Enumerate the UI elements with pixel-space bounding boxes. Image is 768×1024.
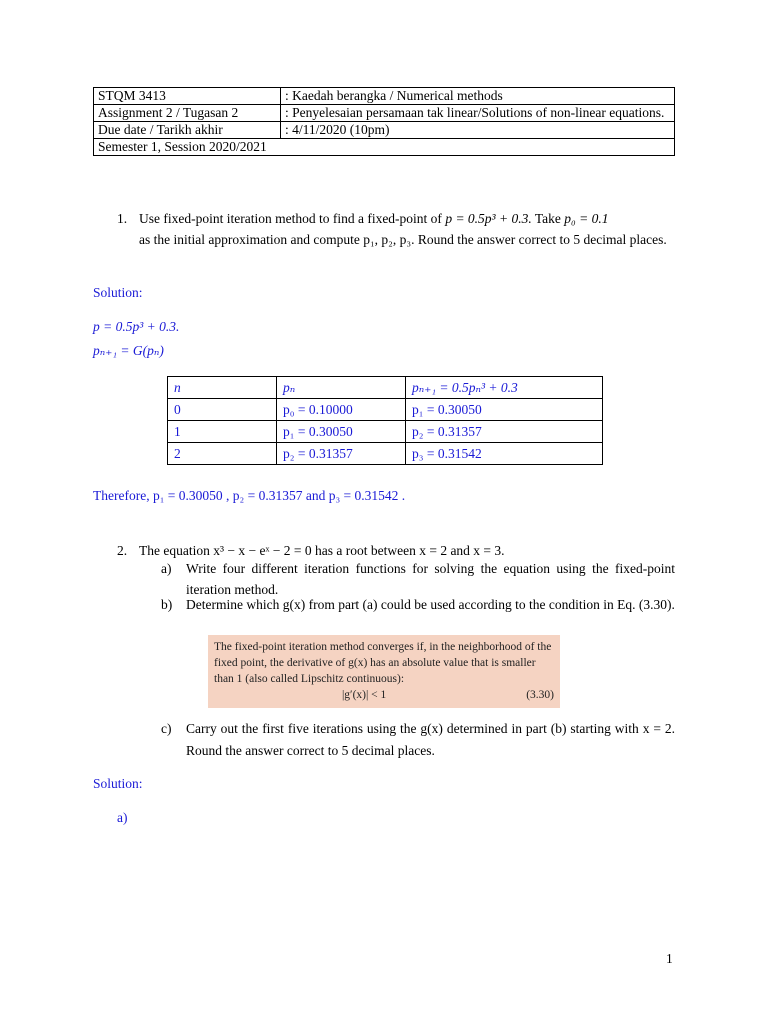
table-header-row bbox=[168, 377, 603, 399]
header-cell: Semester 1, Session 2020/2021 bbox=[94, 139, 675, 156]
box-eq-number: (3.30) bbox=[526, 689, 554, 701]
solution2-a-label: a) bbox=[117, 810, 128, 825]
table-row bbox=[168, 421, 603, 443]
q2-a-label: a) bbox=[161, 561, 172, 576]
q1-line1 bbox=[139, 208, 675, 229]
page-number: 1 bbox=[666, 951, 673, 966]
column-header: pₙ bbox=[277, 377, 406, 399]
box-formula-line bbox=[214, 687, 554, 703]
q2-b-label: b) bbox=[161, 597, 173, 612]
q1-number: 1. bbox=[117, 211, 128, 226]
q2-intro: The equation x³ − x − eˣ − 2 = 0 has a root between x = 2 and x = 3. bbox=[139, 543, 505, 558]
table-cell: p₂ = 0.31357 bbox=[406, 421, 603, 443]
header-cell: STQM 3413 bbox=[94, 88, 281, 105]
box-formula: |g′(x)| < 1 bbox=[342, 689, 387, 701]
q1-equation: p = 0.5p³ + 0.3. bbox=[445, 211, 532, 226]
course-header-table bbox=[93, 87, 675, 156]
column-header: pₙ₊₁ = 0.5pₙ³ + 0.3 bbox=[406, 377, 603, 399]
header-cell: Due date / Tarikh akhir bbox=[94, 122, 281, 139]
table-cell: p₁ = 0.30050 bbox=[277, 421, 406, 443]
header-cell: : Penyelesaian persamaan tak linear/Solutions of non-linear equations. bbox=[281, 105, 675, 122]
table-cell: p₃ = 0.31542 bbox=[406, 443, 603, 465]
header-cell: : 4/11/2020 (10pm) bbox=[281, 122, 675, 139]
solution1-conclusion: Therefore, p₁ = 0.30050 , p₂ = 0.31357 and p₃ = 0.31542 . bbox=[93, 488, 406, 503]
q2-number: 2. bbox=[117, 543, 128, 558]
q1-line2: as the initial approximation and compute p₁, p₂, p₃. Round the answer correct to 5 decimal places. bbox=[139, 232, 667, 247]
header-row bbox=[94, 105, 675, 122]
convergence-condition-box bbox=[208, 635, 560, 708]
q1-text-b: Take bbox=[534, 211, 561, 226]
solution1-label: Solution: bbox=[93, 285, 143, 300]
header-row bbox=[94, 122, 675, 139]
solution2-label: Solution: bbox=[93, 776, 143, 791]
header-cell: : Kaedah berangka / Numerical methods bbox=[281, 88, 675, 105]
q2-a-text: Write four different iteration functions for solving the equation using the fixed-point iteration method. bbox=[186, 561, 675, 597]
solution1-eq1: p = 0.5p³ + 0.3. bbox=[93, 319, 180, 334]
header-row bbox=[94, 88, 675, 105]
q2-c-text: Carry out the first five iterations using the g(x) determined in part (b) starting with x = 2. Round the answer correct to 5 decimal places. bbox=[186, 721, 675, 758]
column-header: n bbox=[168, 377, 277, 399]
q2-c-label: c) bbox=[161, 721, 172, 736]
table-cell: 1 bbox=[168, 421, 277, 443]
solution1-eq2: pₙ₊₁ = G(pₙ) bbox=[93, 343, 164, 358]
q2-b-text: Determine which g(x) from part (a) could be used according to the condition in Eq. (3.30). bbox=[186, 597, 675, 612]
table-cell: 0 bbox=[168, 399, 277, 421]
header-row bbox=[94, 139, 675, 156]
table-cell: 2 bbox=[168, 443, 277, 465]
header-cell: Assignment 2 / Tugasan 2 bbox=[94, 105, 281, 122]
q1-initial-value: p₀ = 0.1 bbox=[564, 211, 609, 226]
table-cell: p₁ = 0.30050 bbox=[406, 399, 603, 421]
q1-text-a: Use fixed-point iteration method to find a fixed-point of bbox=[139, 211, 442, 226]
table-row bbox=[168, 443, 603, 465]
table-row bbox=[168, 399, 603, 421]
table-cell: p₀ = 0.10000 bbox=[277, 399, 406, 421]
table-cell: p₂ = 0.31357 bbox=[277, 443, 406, 465]
box-text: The fixed-point iteration method converges if, in the neighborhood of the fixed point, the derivative of g(x) has an absolute value that is smaller than 1 (also called Lipschitz continuous): bbox=[214, 641, 552, 685]
iteration-table bbox=[167, 376, 603, 465]
